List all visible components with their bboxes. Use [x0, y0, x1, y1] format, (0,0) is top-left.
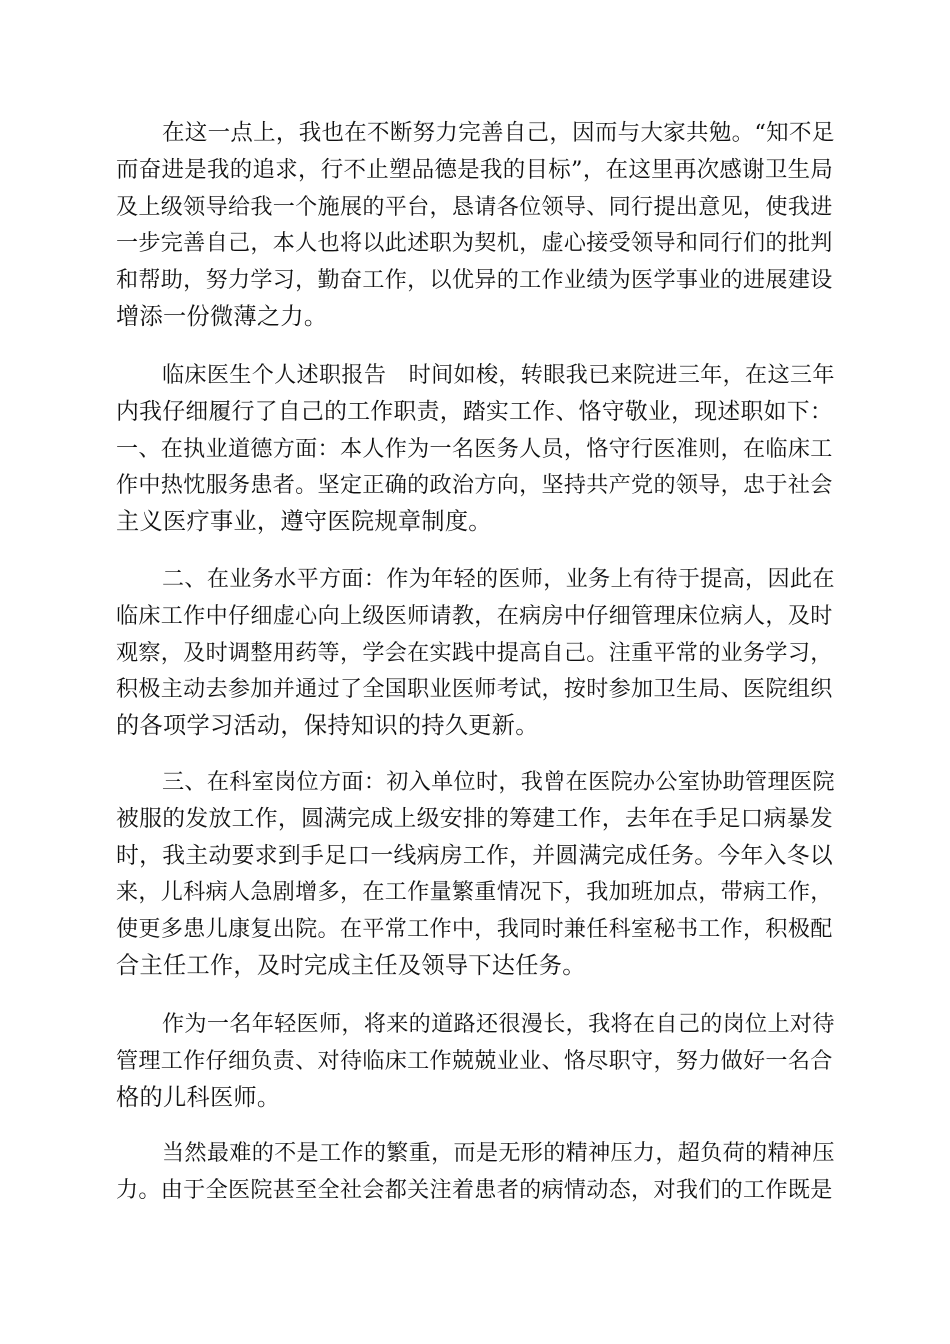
text-line: 的各项学习活动，保持知识的持久更新。	[116, 712, 539, 740]
paragraph-1	[116, 115, 836, 336]
text-line: 作为一名年轻医师，将来的道路还很漫长，我将在自己的岗位上对待	[162, 1011, 835, 1037]
text-line: 一、在执业道德方面：本人作为一名医务人员，恪守行医准则，在临床工	[116, 435, 833, 462]
text-line: 一步完善自己，本人也将以此述职为契机，虚心接受领导和同行们的批判	[116, 230, 833, 257]
text-line: 合主任工作，及时完成主任及领导下达任务。	[116, 951, 586, 979]
text-line: 临床工作中仔细虚心向上级医师请教，在病房中仔细管理床位病人，及时	[116, 602, 833, 629]
paragraph-4	[116, 764, 836, 985]
text-line: 临床医生个人述职报告 时间如梭，转眼我已来院进三年，在这三年	[162, 362, 835, 388]
text-line: 当然最难的不是工作的繁重，而是无形的精神压力，超负荷的精神压	[162, 1140, 835, 1166]
text-line: 和帮助，努力学习，勤奋工作，以优异的工作业绩为医学事业的进展建设	[116, 267, 833, 294]
text-line: 及上级领导给我一个施展的平台，恳请各位领导、同行提出意见，使我进	[116, 193, 833, 220]
text-line: 观察，及时调整用药等，学会在实践中提高自己。注重平常的业务学习，	[116, 639, 833, 666]
text-line: 二、在业务水平方面：作为年轻的医师，业务上有待于提高，因此在	[162, 566, 835, 592]
text-line: 主义医疗事业，遵守医院规章制度。	[116, 508, 492, 536]
text-line: 格的儿科医师。	[116, 1083, 281, 1111]
text-line: 管理工作仔细负责、对待临床工作兢兢业业、恪尽职守，努力做好一名合	[116, 1047, 833, 1074]
paragraph-6	[116, 1135, 836, 1209]
paragraph-3	[116, 561, 836, 745]
text-line: 而奋进是我的追求，行不止塑品德是我的目标”，在这里再次感谢卫生局	[116, 156, 834, 183]
text-line: 三、在科室岗位方面：初入单位时，我曾在医院办公室协助管理医院	[162, 769, 835, 795]
text-line: 作中热忱服务患者。坚定正确的政治方向，坚持共产党的领导，忠于社会	[116, 472, 833, 499]
text-line: 时，我主动要求到手足口一线病房工作，并圆满完成任务。今年入冬以	[116, 842, 833, 869]
text-line: 在这一点上，我也在不断努力完善自己，因而与大家共勉。“知不足	[162, 120, 835, 146]
paragraph-2	[116, 357, 836, 541]
text-line: 积极主动去参加并通过了全国职业医师考试，按时参加卫生局、医院组织	[116, 676, 833, 703]
text-line: 力。由于全医院甚至全社会都关注着患者的病情动态，对我们的工作既是	[116, 1176, 833, 1203]
text-line: 使更多患儿康复出院。在平常工作中，我同时兼任科室秘书工作，积极配	[116, 916, 833, 943]
paragraph-5	[116, 1006, 836, 1116]
text-line: 来，儿科病人急剧增多，在工作量繁重情况下，我加班加点，带病工作，	[116, 879, 833, 906]
text-line: 内我仔细履行了自己的工作职责，踏实工作、恪守敬业，现述职如下：	[116, 398, 833, 425]
text-line: 增添一份微薄之力。	[116, 302, 328, 330]
text-line: 被服的发放工作，圆满完成上级安排的筹建工作，去年在手足口病暴发	[116, 805, 833, 832]
